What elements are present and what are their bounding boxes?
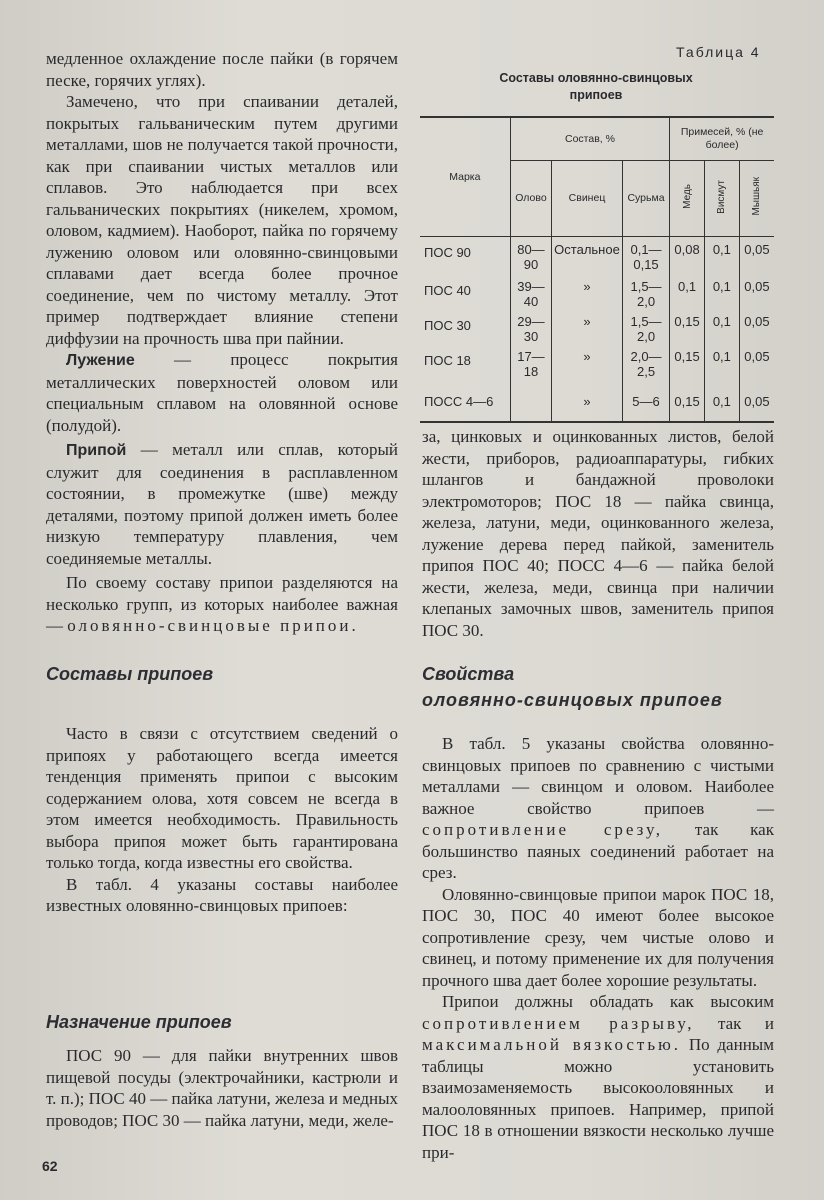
heading-purpose: Назначение припоев bbox=[46, 1012, 232, 1032]
must-text-c: По данным таблицы можно установить взаимозаменяемость высокооловянных и малооловянных припоев. Например, припой ПОС 18 в отношении вязкости несколько лучше при- bbox=[422, 1035, 774, 1162]
cell-tin: 17—18 bbox=[510, 350, 551, 385]
pripoy-term: Припой bbox=[66, 442, 127, 459]
heading-compositions: Составы припоев bbox=[46, 664, 214, 684]
table5-text-b: так как большинство паяных соединений работает на срез. bbox=[422, 820, 774, 882]
header-tin-label: Олово bbox=[515, 192, 547, 204]
cell-arsenic: 0,05 bbox=[739, 237, 774, 281]
header-antimony-label: Сурьма bbox=[627, 192, 665, 204]
cell-brand: ПОС 18 bbox=[424, 353, 471, 368]
cell-arsenic: 0,05 bbox=[739, 315, 774, 350]
cell-antimony: 1,5—2,0 bbox=[622, 280, 669, 315]
cell-lead: Остальное bbox=[552, 237, 623, 281]
luzhenie-term: Лужение bbox=[66, 352, 135, 369]
cell-tin: 39—40 bbox=[510, 280, 551, 315]
right-column bbox=[422, 426, 774, 641]
header-composition: Состав, % bbox=[510, 117, 669, 161]
intro-text: медленное охлаждение после пайки (в горячем песке, горячих углях). bbox=[46, 49, 398, 90]
cell-brand: ПОС 30 bbox=[424, 318, 471, 333]
cell-copper: 0,15 bbox=[670, 385, 705, 422]
must-paragraph bbox=[422, 991, 774, 1163]
composition-table bbox=[420, 116, 774, 423]
cell-tin: 80—90 bbox=[510, 237, 551, 281]
must-emphasis-2: максимальной вязкостью. bbox=[422, 1035, 682, 1054]
cell-arsenic: 0,05 bbox=[739, 385, 774, 422]
cell-tin bbox=[510, 385, 551, 422]
header-impurities: Примесей, % (не более) bbox=[670, 117, 774, 161]
header-copper bbox=[670, 161, 705, 237]
cell-copper: 0,1 bbox=[670, 280, 705, 315]
cell-bismuth: 0,1 bbox=[704, 385, 739, 422]
table5-paragraph bbox=[422, 733, 774, 884]
luzhenie-text: — процесс покрытия металлических поверхностей оловом или специальным сплавом на оловянной основе (полудой). bbox=[46, 350, 398, 435]
cell-tin: 29—30 bbox=[510, 315, 551, 350]
right-column-lower bbox=[422, 733, 774, 1163]
groups-emphasis: оловянно-свинцовые припои. bbox=[67, 616, 359, 635]
header-antimony bbox=[622, 161, 669, 237]
table-row bbox=[420, 315, 774, 350]
must-emphasis-1: сопротивлением разрыву, bbox=[422, 1013, 695, 1033]
cell-antimony: 0,1—0,15 bbox=[622, 237, 669, 281]
cell-brand: ПОСС 4—6 bbox=[420, 385, 510, 422]
cell-bismuth: 0,1 bbox=[704, 315, 739, 350]
left-column bbox=[46, 48, 398, 637]
galvanic-paragraph: Замечено, что при спаивании деталей, покрытых гальваническим путем другими металлами, шов не получается такой прочности, как при спаивании чистых металлов или сплавов. Это наблюдается при всех гальванических покрытиях (никелем, хромом, оловом, кадмием). Наоборот, пайка по горячему лужению оловом или оловянно-свинцовыми сплавами дает всегда более прочное соединение, чем по чистому металлу. Этот пример подтверждает влияние степени диффузии на прочность шва при пайнии. bbox=[46, 92, 398, 348]
cell-lead: » bbox=[552, 385, 623, 422]
table-row bbox=[420, 385, 774, 422]
cell-lead: » bbox=[552, 280, 623, 315]
header-bismuth bbox=[704, 161, 739, 237]
continuation-paragraph: за, цинковых и оцинкованных листов, белой жести, приборов, радиоаппаратуры, гибких шлангов и бандажной проволоки электромоторов; ПОС 18 — пайка свинца, железа, латуни, меди, оцинкованного железа, лужение дерева перед пайкой, заменитель припоя ПОС 40; ПОСС 4—6 — пайка белой жести, железа, меди, свинца при наличии клепаных замочных швов, заменитель припоя ПОС 30. bbox=[422, 427, 774, 640]
cell-antimony: 2,0—2,5 bbox=[622, 350, 669, 385]
left-column-lower bbox=[46, 723, 398, 917]
groups-paragraph bbox=[46, 572, 398, 637]
table-row bbox=[420, 280, 774, 315]
often-paragraph: Часто в связи с отсутствием сведений о припоях у работающего всегда имеется тенденция применять припои с высоким содержанием олова, хотя совсем не всегда в этом имеется необходимость. Правильность выбора припоя может быть гарантирована только тогда, когда известны его свойства. bbox=[46, 724, 398, 872]
cell-bismuth: 0,1 bbox=[704, 237, 739, 281]
must-text-a: Припои должны обладать как высоким bbox=[442, 992, 774, 1011]
cell-bismuth: 0,1 bbox=[704, 350, 739, 385]
cell-lead: » bbox=[552, 315, 623, 350]
cell-copper: 0,08 bbox=[670, 237, 705, 281]
brands-paragraph: Оловянно-свинцовые припои марок ПОС 18, ПОС 30, ПОС 40 имеют более высокое сопротивление срезу, чем чистые олово и свинец, и потому применение их для получения прочного шва дает более хорошие результаты. bbox=[422, 884, 774, 990]
table-row bbox=[420, 237, 774, 281]
page-number: 62 bbox=[42, 1158, 58, 1174]
purpose-paragraph: ПОС 90 — для пайки внутренних швов пищевой посуды (электрочайники, кастрюли и т. п.); ПОС 40 — пайка латуни, железа и медных проводов; ПОС 30 — пайка латуни, меди, желе- bbox=[46, 1046, 398, 1130]
purpose-block bbox=[46, 1045, 398, 1131]
must-text-b: так и bbox=[694, 1013, 774, 1033]
table-label: Таблица 4 bbox=[676, 44, 761, 60]
header-lead-label: Свинец bbox=[568, 192, 606, 204]
table5-text-a: В табл. 5 указаны свойства оловянно-свинцовых припоев по сравнению с чистыми металлами — свинцом и оловом. Наиболее важное свойство припоев — bbox=[422, 734, 774, 818]
cell-lead: » bbox=[552, 350, 623, 385]
cell-bismuth: 0,1 bbox=[704, 280, 739, 315]
header-arsenic bbox=[739, 161, 774, 237]
heading-properties-line2: оловянно-свинцовых припоев bbox=[422, 690, 723, 710]
header-copper-label: Медь bbox=[681, 184, 693, 209]
cell-brand: ПОС 40 bbox=[424, 283, 471, 298]
header-brand: Марка bbox=[420, 117, 510, 237]
cell-arsenic: 0,05 bbox=[739, 350, 774, 385]
luzhenie-definition bbox=[46, 349, 398, 436]
pripoy-text: — металл или сплав, который служит для соединения в расплавленном состоянии, в промежутке (шве) между деталями, поэтому припой должен иметь более низкую температуру плавления, чем соединяемые металлы. bbox=[46, 440, 398, 568]
header-arsenic-label: Мышьяк bbox=[751, 177, 763, 216]
pripoy-definition bbox=[46, 439, 398, 569]
groups-text: По своему составу припои разделяются на несколько групп, из которых наиболее важная — bbox=[46, 573, 398, 635]
cell-copper: 0,15 bbox=[670, 315, 705, 350]
table5-emphasis: сопротивление срезу, bbox=[422, 820, 664, 839]
table4-paragraph: В табл. 4 указаны составы наиболее известных оловянно-свинцовых припоев: bbox=[46, 874, 398, 915]
cell-antimony: 5—6 bbox=[622, 385, 669, 422]
cell-arsenic: 0,05 bbox=[739, 280, 774, 315]
heading-properties-line1: Свойства bbox=[422, 664, 515, 684]
header-tin bbox=[510, 161, 551, 237]
cell-copper: 0,15 bbox=[670, 350, 705, 385]
cell-brand: ПОС 90 bbox=[424, 245, 471, 260]
header-bismuth-label: Висмут bbox=[716, 179, 728, 214]
table-title: Составы оловянно-свинцовых припоев bbox=[499, 71, 693, 102]
header-lead bbox=[552, 161, 623, 237]
table-row bbox=[420, 350, 774, 385]
cell-antimony: 1,5—2,0 bbox=[622, 315, 669, 350]
